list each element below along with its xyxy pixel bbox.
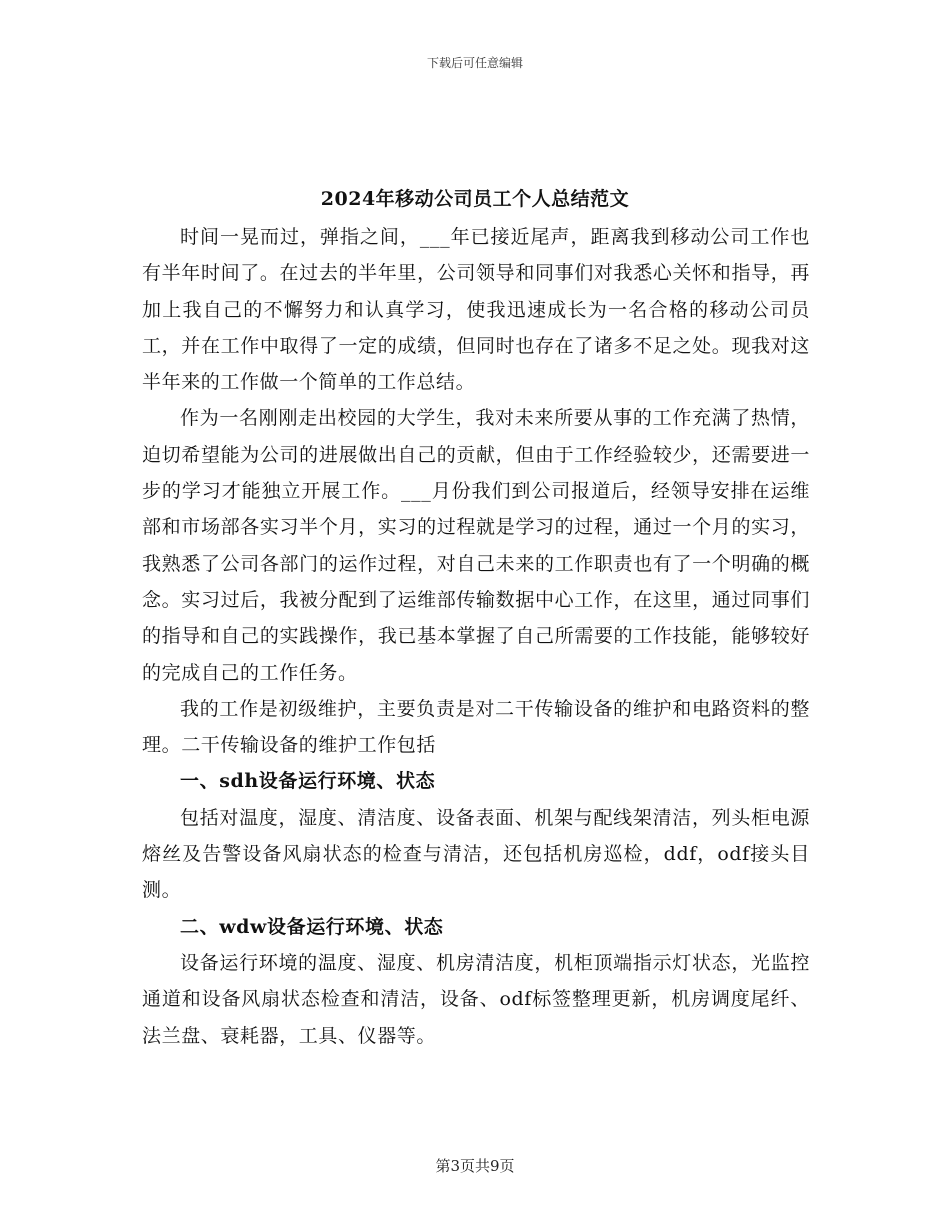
document-title: 2024年移动公司员工个人总结范文 xyxy=(320,188,630,210)
document-body xyxy=(142,219,810,1054)
paragraph-intro: 时间一晃而过，弹指之间，___年已接近尾声，距离我到移动公司工作也有半年时间了。在过去的半年里，公司领导和同事们对我悉心关怀和指导，再加上我自己的不懈努力和认真学习，使我迅速成长为一名合格的移动公司员工，并在工作中取得了一定的成绩，但同时也存在了诸多不足之处。现我对这半年来的工作做一个简单的工作总结。 xyxy=(142,226,810,394)
header-note: 下载后可任意编辑 xyxy=(426,56,523,70)
page-number: 第3页共9页 xyxy=(435,1157,515,1175)
paragraph-duties: 我的工作是初级维护，主要负责是对二干传输设备的维护和电路资料的整理。二干传输设备的维护工作包括 xyxy=(142,697,810,757)
section-heading-sdh: 一、sdh设备运行环境、状态 xyxy=(180,770,436,793)
paragraph-wdw-details: 设备运行环境的温度、湿度、机房清洁度，机柜顶端指示灯状态，光监控通道和设备风扇状态检查和清洁，设备、odf标签整理更新，机房调度尾纤、法兰盘、衰耗器，工具、仪器等。 xyxy=(142,951,810,1047)
paragraph-sdh-details: 包括对温度，湿度、清洁度、设备表面、机架与配线架清洁，列头柜电源熔丝及告警设备风扇状态的检查与清洁，还包括机房巡检，ddf，odf接头目测。 xyxy=(142,806,810,902)
paragraph-internship: 作为一名刚刚走出校园的大学生，我对未来所要从事的工作充满了热情，迫切希望能为公司的进展做出自己的贡献，但由于工作经验较少，还需要进一步的学习才能独立开展工作。___月份我们到公司报道后，经领导安排在运维部和市场部各实习半个月，实习的过程就是学习的过程，通过一个月的实习，我熟悉了公司各部门的运作过程，对自己未来的工作职责也有了一个明确的概念。实习过后，我被分配到了运维部传输数据中心工作，在这里，通过同事们的指导和自己的实践操作，我已基本掌握了自己所需要的工作技能，能够较好的完成自己的工作任务。 xyxy=(142,407,810,684)
section-heading-wdw: 二、wdw设备运行环境、状态 xyxy=(180,915,444,938)
